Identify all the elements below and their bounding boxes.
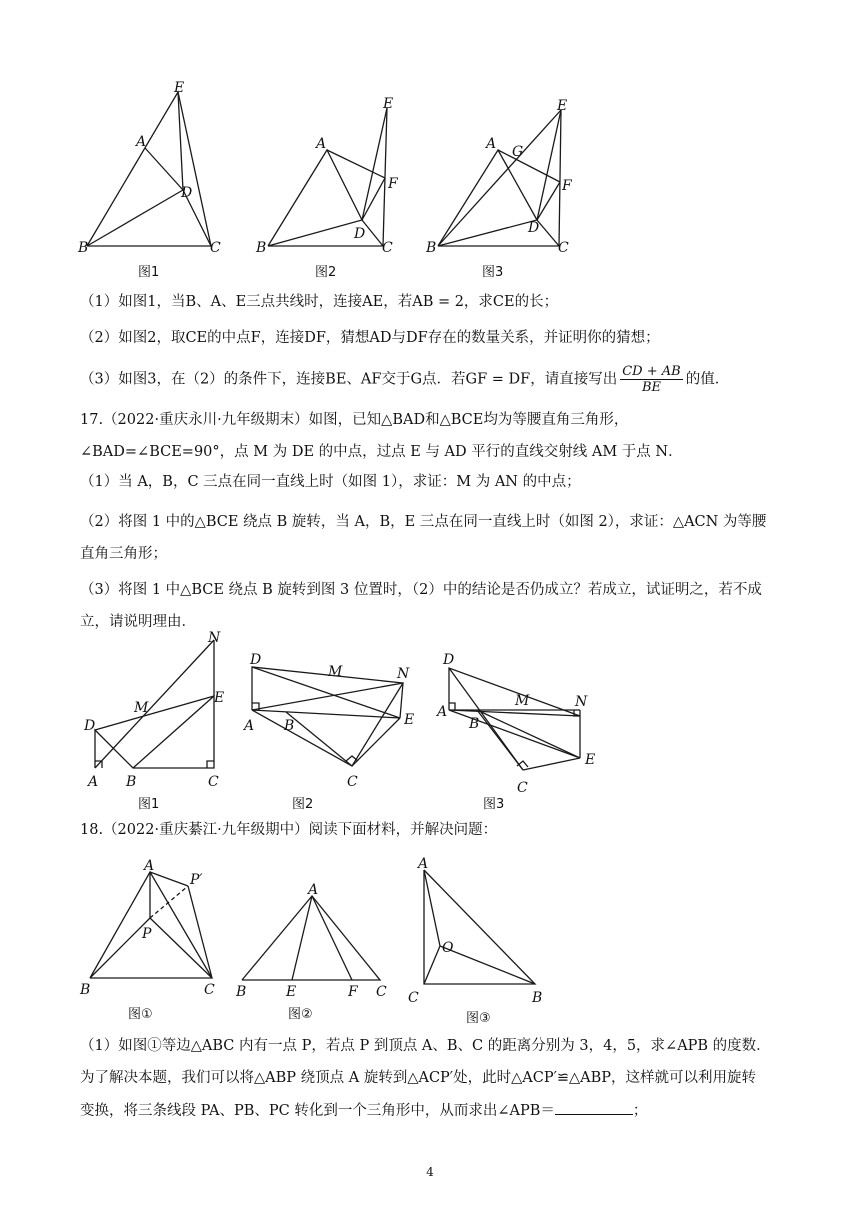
figure-18-3 (400, 856, 560, 1028)
label-A: A (88, 774, 99, 790)
caption-18-fig2: 图② (288, 1007, 313, 1022)
fraction (620, 364, 682, 395)
label-F: F (562, 178, 572, 194)
label-B: B (284, 718, 295, 734)
problem16-q2: （2）如图2，取CE的中点F，连接DF，猜想AD与DF存在的数量关系，并证明你的猜想； (80, 330, 660, 346)
label-P: P (142, 926, 152, 942)
problem16-q3-tail: 的值． (685, 371, 730, 388)
label-O: O (442, 940, 454, 956)
label-N: N (575, 694, 588, 710)
figure-17-3 (435, 648, 605, 812)
caption-18-fig3: 图③ (466, 1011, 491, 1026)
label-C: C (517, 780, 528, 796)
label-E: E (404, 712, 415, 728)
figure-16-1 (70, 80, 240, 280)
figure-16-3 (420, 98, 590, 280)
label-A: A (144, 858, 155, 874)
label-A: A (316, 136, 327, 152)
label-A: A (418, 856, 429, 872)
label-E: E (214, 690, 225, 706)
problem17-q1: （1）当 A，B，C 三点在同一直线上时（如图 1），求证：M 为 AN 的中点； (80, 474, 581, 490)
label-E: E (585, 752, 596, 768)
label-C: C (376, 984, 387, 1000)
label-A: A (136, 134, 147, 150)
caption-17-fig1: 图1 (138, 797, 160, 812)
label-E: E (383, 96, 394, 112)
answer-blank[interactable] (555, 1100, 633, 1115)
label-C: C (347, 774, 358, 790)
caption-fig2: 图2 (315, 265, 337, 280)
label-F: F (388, 176, 398, 192)
caption-fig1: 图1 (138, 265, 160, 280)
figure-17-1 (80, 630, 240, 812)
label-C: C (210, 240, 221, 256)
label-N: N (208, 630, 221, 646)
label-B: B (469, 716, 480, 732)
label-F: F (348, 984, 358, 1000)
problem16-q3 (80, 364, 780, 395)
problem16-q1: （1）如图1，当B、A、E三点共线时，连接AE，若AB = 2，求CE的长； (80, 294, 559, 310)
fraction-numerator: CD + AB (622, 364, 681, 379)
figure-16-2 (250, 98, 410, 280)
label-B: B (236, 984, 247, 1000)
problem18-header: 18.（2022·重庆綦江·九年级期中）阅读下面材料，并解决问题： (80, 822, 498, 838)
label-C: C (204, 982, 215, 998)
label-E: E (557, 98, 568, 114)
label-D: D (528, 220, 540, 236)
figure-18-2 (230, 880, 400, 1028)
caption-17-fig2: 图2 (292, 797, 314, 812)
page-number: 4 (426, 1165, 434, 1179)
problem18-q1-line3 (80, 1100, 780, 1121)
label-B: B (256, 240, 267, 256)
label-C: C (382, 240, 393, 256)
label-B: B (80, 982, 91, 998)
label-A: A (486, 136, 497, 152)
problem17-header: 17.（2022·重庆永川·九年级期末）如图，已知△BAD和△BCE均为等腰直角三角形，∠BAD=∠BCE=90°，点 M 为 DE 的中点，过点 E 与 AD 平行的直线交射线 AM 于点 N． (80, 412, 683, 460)
label-A: A (308, 882, 319, 898)
label-M: M (328, 664, 343, 680)
label-C: C (558, 240, 569, 256)
label-D: D (84, 718, 96, 734)
problem17-q2: （2）将图 1 中的△BCE 绕点 B 旋转，当 A，B，E 三点在同一直线上时（如图 2），求证：△ACN 为等腰直角三角形； (80, 514, 767, 562)
label-D: D (443, 652, 455, 668)
caption-fig3: 图3 (482, 265, 504, 280)
label-D: D (181, 185, 193, 201)
label-N: N (397, 666, 410, 682)
problem17-q3: （3）将图 1 中△BCE 绕点 B 旋转到图 3 位置时，（2）中的结论是否仍成立？若成立，试证明之，若不成立，请说明理由． (80, 582, 762, 630)
label-A: A (437, 704, 448, 720)
caption-17-fig3: 图3 (483, 797, 505, 812)
problem18-q1-line1: （1）如图①等边△ABC 内有一点 P，若点 P 到顶点 A、B、C 的距离分别为 3，4，5，求∠APB 的度数． (80, 1038, 771, 1054)
figure-17-2 (240, 648, 430, 812)
label-P-prime: P′ (190, 872, 203, 888)
fraction-denominator: BE (641, 380, 661, 395)
label-B: B (126, 774, 137, 790)
label-B: B (78, 240, 89, 256)
label-M: M (515, 693, 530, 709)
problem18-q1-line3-tail: ； (632, 1103, 648, 1119)
label-B: B (532, 990, 543, 1006)
problem16-q3-text: （3）如图3，在（2）的条件下，连接BE、AF交于G点．若GF = DF，请直接写出 (80, 371, 618, 388)
label-A: A (244, 718, 255, 734)
caption-18-fig1: 图① (128, 1007, 153, 1022)
label-G: G (512, 144, 524, 160)
label-C: C (408, 990, 419, 1006)
label-E: E (174, 80, 185, 96)
figure-18-1 (78, 858, 238, 1028)
label-D: D (250, 652, 262, 668)
label-D: D (354, 226, 366, 242)
label-M: M (134, 700, 149, 716)
label-E: E (286, 984, 297, 1000)
label-C: C (208, 774, 219, 790)
label-B: B (426, 240, 437, 256)
problem18-q1-line3-text: 变换，将三条线段 PA、PB、PC 转化到一个三角形中，从而求出∠APB＝ (80, 1103, 555, 1119)
problem18-q1-line2: 为了解决本题，我们可以将△ABP 绕顶点 A 旋转到△ACP′处，此时△ACP′≌△ABP，这样就可以利用旋转 (80, 1070, 757, 1086)
